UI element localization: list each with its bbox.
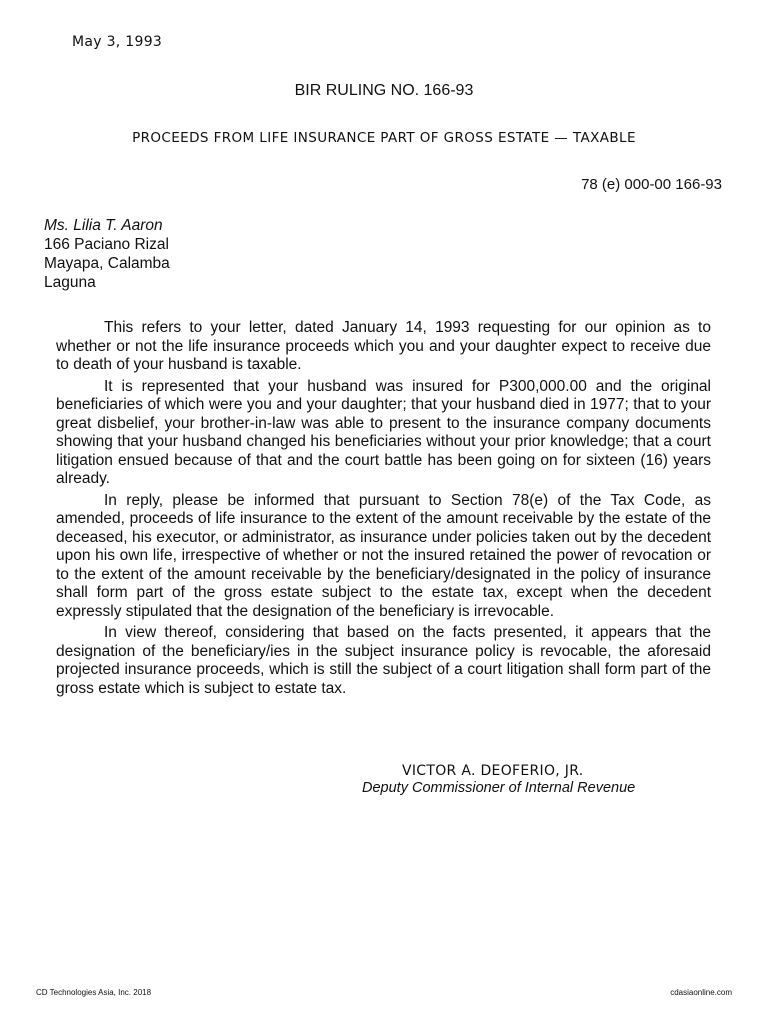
body-paragraph: It is represented that your husband was insured for P300,000.00 and the original beneficiaries of which were you and your daughter; that your husband died in 1977; that to your great disbelief, your brother-in-law was able to present to the insurance company documents showing that your husband changed his beneficiaries without your prior knowledge; that a court litigation ensued because of that and the court battle has been going on for sixteen (16) years already. bbox=[56, 377, 711, 487]
body-paragraph: In reply, please be informed that pursuant to Section 78(e) of the Tax Code, as amended, proceeds of life insurance to the extent of the amount receivable by the estate of the deceased, his executor, or administrator, as insurance under policies taken out by the decedent upon his own life, irrespective of whether or not the insured retained the power of revocation or to the extent of the amount receivable by the beneficiary/designated in the policy of insurance shall form part of the gross estate subject to the estate tax, except when the decedent expressly stipulated that the designation of the beneficiary is irrevocable. bbox=[56, 491, 711, 620]
signatory-name: VICTOR A. DEOFERIO, JR. bbox=[402, 763, 584, 779]
reference-number: 78 (e) 000-00 166-93 bbox=[581, 176, 722, 193]
addressee-city: Mayapa, Calamba bbox=[44, 255, 170, 272]
addressee-name: Ms. Lilia T. Aaron bbox=[44, 217, 163, 234]
footer-website: cdasiaonline.com bbox=[670, 988, 732, 997]
body-paragraph: In view thereof, considering that based on the facts presented, it appears that the designation of the beneficiary/ies in the subject insurance policy is revocable, the aforesaid projected insurance proceeds, which is still the subject of a court litigation shall form part of the gross estate which is subject to estate tax. bbox=[56, 624, 711, 697]
letter-date: May 3, 1993 bbox=[72, 34, 163, 50]
signatory-title: Deputy Commissioner of Internal Revenue bbox=[362, 780, 636, 796]
ruling-number: BIR RULING NO. 166-93 bbox=[294, 82, 474, 99]
footer-publisher: CD Technologies Asia, Inc. 2018 bbox=[36, 988, 152, 997]
addressee-street: 166 Paciano Rizal bbox=[44, 236, 169, 253]
addressee-province: Laguna bbox=[44, 274, 96, 291]
letter-body bbox=[56, 319, 711, 701]
body-paragraph: This refers to your letter, dated January 14, 1993 requesting for our opinion as to whether or not the life insurance proceeds which you and your daughter expect to receive due to death of your husband is taxable. bbox=[56, 319, 711, 373]
ruling-subject: PROCEEDS FROM LIFE INSURANCE PART OF GROSS ESTATE — TAXABLE bbox=[132, 130, 636, 146]
addressee-block bbox=[44, 216, 170, 292]
